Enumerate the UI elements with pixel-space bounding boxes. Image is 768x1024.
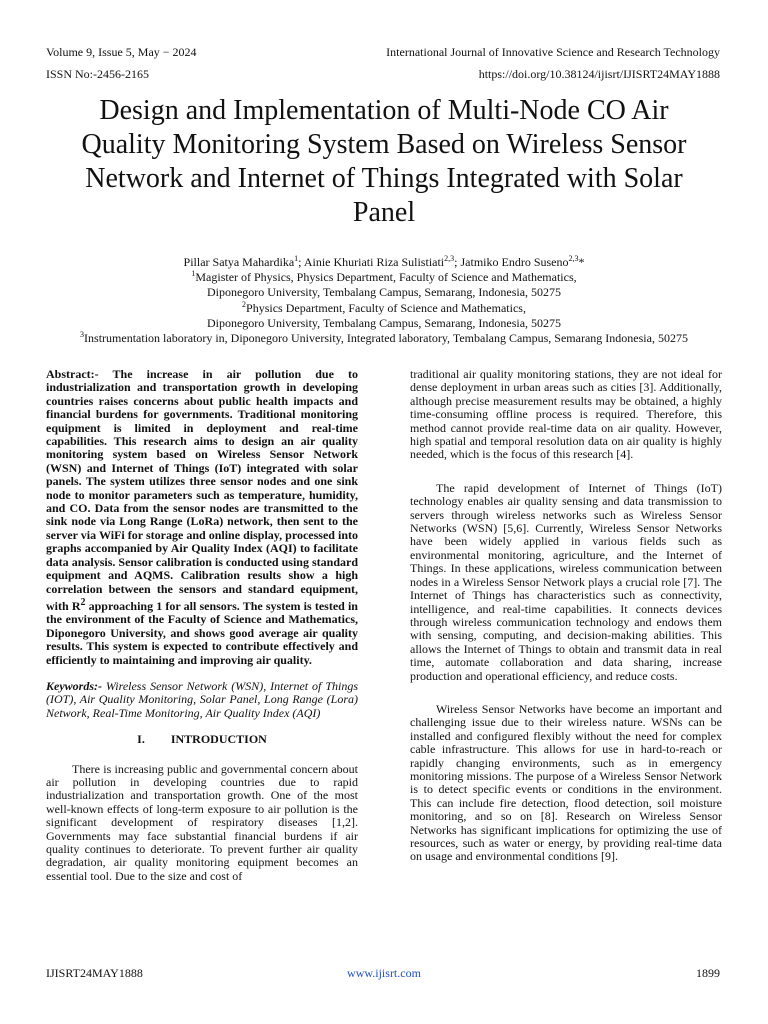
affiliation-3-line1: Instrumentation laboratory in, Diponegoro University, Integrated laboratory, Tembalang Campus, Semarang Indonesia, 50275 xyxy=(84,331,688,346)
author-2-affil: 2,3 xyxy=(444,254,455,263)
section-number: I. xyxy=(137,732,145,747)
header-journal-name: International Journal of Innovative Science and Research Technology xyxy=(386,45,720,59)
paragraph-intro-2: The rapid development of Internet of Things (IoT) technology enables air quality sensing and data transmission to servers through wireless networks such as Wireless Sensor Networks (WSN) [5,6]. Currently, Wireless Sensor Networks have been widely applied in various fields such as environmental monitoring, agriculture, and the Internet of Things. In these applications, wireless communication between nodes in a Wireless Sensor Network plays a crucial role [7]. The Internet of Things has characteristics such as connectivity, intelligence, and real-time capabilities. It connects devices through wireless communication technology and endows them with sensing, computing, and decision-making abilities. This allows the Internet of Things to obtain and transmit data in real time, automate collaboration and data sharing, increase production and operational efficiency, and reduce costs. xyxy=(410,480,722,683)
author-block xyxy=(20,255,748,346)
right-column xyxy=(410,368,722,864)
header-issn: ISSN No:-2456-2165 xyxy=(46,67,150,81)
paper-title: Design and Implementation of Multi-Node CO Air Quality Monitoring System Based on Wireless Sensor Network and Internet of Things Integrated with Solar Panel xyxy=(81,95,687,228)
footer-site-link xyxy=(0,966,768,980)
affiliation-1-sup: 1 xyxy=(191,269,196,279)
corresponding-mark: * xyxy=(578,255,585,269)
keywords-label: Keywords:- xyxy=(46,678,102,693)
affiliation-2-line1: Physics Department, Faculty of Science and Mathematics, xyxy=(246,300,526,315)
affiliation-3-sup: 3 xyxy=(80,330,85,340)
header-volume: Volume 9, Issue 5, May − 2024 xyxy=(46,45,197,59)
left-column xyxy=(46,368,358,883)
abstract-label: Abstract:- xyxy=(46,367,99,381)
author-line xyxy=(20,255,748,270)
affiliation-3 xyxy=(20,331,748,346)
abstract-text-2: approaching 1 for all sensors. The system is tested in the environment of the Faculty of Science and Mathematics, Diponegoro University, and shows good average air quality results. This system is expected to contribute effectively and efficiently to maintaining and improving air quality. xyxy=(46,598,358,667)
abstract xyxy=(46,368,358,667)
affiliation-2-sup: 2 xyxy=(242,299,247,309)
abstract-r-squared-sup: 2 xyxy=(80,596,86,608)
affiliation-1-line1: Magister of Physics, Physics Department, Faculty of Science and Mathematics, xyxy=(195,270,577,285)
footer-paper-code: IJISRT24MAY1888 xyxy=(46,966,143,980)
affiliation-1 xyxy=(20,270,748,285)
affiliation-2-line2: Diponegoro University, Tembalang Campus, Semarang, Indonesia, 50275 xyxy=(206,315,562,330)
section-heading-introduction xyxy=(46,733,358,746)
paragraph-intro-1-continued: traditional air quality monitoring stations, they are not ideal for dense deployment in urban areas such as cities [3]. Additionally, although precise measurement results may be obtained, a highly time-consuming offline process is required. Therefore, this method cannot provide real-time data on air quality. However, high spatial and temporal resolution data on air quality is highly needed, which is the focus of this research [4]. xyxy=(410,367,722,462)
footer-site-link-text[interactable]: www.ijisrt.com xyxy=(347,966,421,980)
author-2: ; Ainie Khuriati Riza Sulistiati xyxy=(298,255,445,269)
footer-page-number: 1899 xyxy=(696,966,720,980)
author-3: ; Jatmiko Endro Suseno xyxy=(454,255,569,269)
paragraph-intro-3: Wireless Sensor Networks have become an important and challenging issue due to their wireless nature. WSNs can be installed and configured flexibly without the need for complex cable infrastructure. This allows for use in hard-to-reach or rapidly changing environments, such as in emergency monitoring missions. The purpose of a Wireless Sensor Network is to detect specific events or conditions in the environment. This can include fire detection, flood detection, soil moisture monitoring, and so on [8]. Research on Wireless Sensor Networks has significant implications for optimizing the use of resources, such as water or energy, by providing real-time data on usage and environmental conditions [9]. xyxy=(410,701,722,864)
author-3-affil: 2,3 xyxy=(568,254,579,263)
section-title: INTRODUCTION xyxy=(170,732,267,747)
author-1-affil: 1 xyxy=(294,254,299,263)
keywords-text: Wireless Sensor Network (WSN), Internet of Things (IOT), Air Quality Monitoring, Solar Panel, Long Range (Lora) Network, Real-Time Monitoring, Air Quality Index (AQI) xyxy=(46,678,358,720)
affiliation-1-line2: Diponegoro University, Tembalang Campus, Semarang, Indonesia, 50275 xyxy=(206,285,562,300)
author-1: Pillar Satya Mahardika xyxy=(183,255,295,269)
header-doi-link[interactable]: https://doi.org/10.38124/ijisrt/IJISRT24MAY1888 xyxy=(478,67,720,81)
paragraph-intro-1: There is increasing public and governmental concern about air pollution in developing countries due to rapid industrialization and transportation growth. One of the most well-known effects of long-term exposure to air pollution is the significant development of respiratory diseases [1,2]. Governments may face substantial financial burdens if air quality continues to deteriorate. To prevent further air quality degradation, air quality monitoring equipment becomes an essential tool. Due to the size and cost of xyxy=(46,761,358,883)
keywords xyxy=(46,680,358,720)
affiliation-2 xyxy=(20,301,748,316)
abstract-text-1: The increase in air pollution due to industrialization and transportation growth in developing countries raises concerns about public health impacts and financial burdens for governments. Traditional monitoring equipment is limited in deployment and real-time capabilities. This research aims to design an air quality monitoring system based on Wireless Sensor Network (WSN) and Internet of Things (IoT) integrated with solar panels. The system utilizes three sensor nodes and one sink node to monitor parameters such as temperature, humidity, and CO. Data from the sensor nodes are transmitted to the sink node via Long Range (LoRa) network, then sent to the server via WiFi for storage and online display, processed into graphs accompanied by Air Quality Index (AQI) to facilitate data analysis. Sensor calibration is conducted using standard equipment and AQMS. Calibration results show a high correlation between the sensors and standard equipment, with R xyxy=(46,367,358,613)
